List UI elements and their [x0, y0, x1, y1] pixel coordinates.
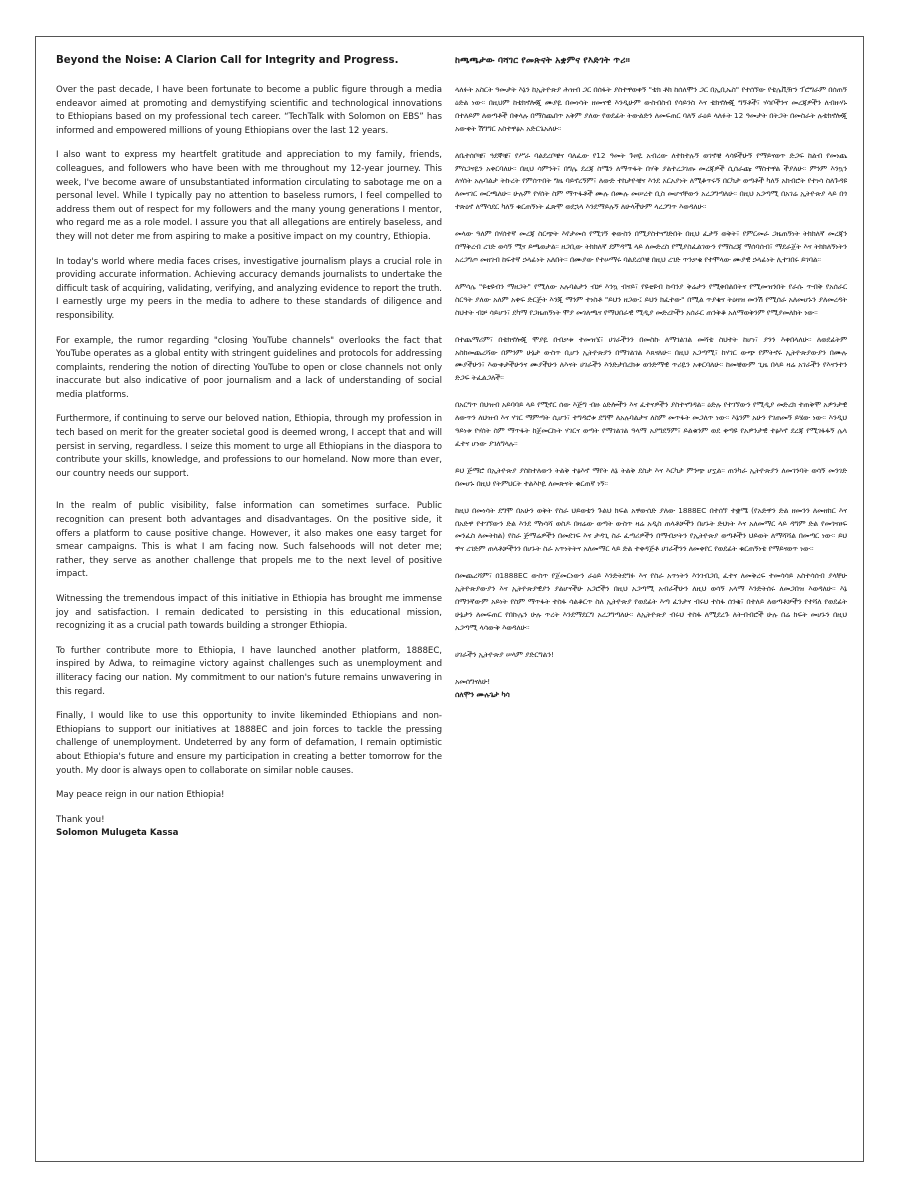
english-closing: Thank you! [56, 814, 105, 825]
english-paragraph: Furthermore, if continuing to serve our beloved nation, Ethiopia, through my profession in tech based on merit for the greater societal good is deemed wrong, I accept that and will persist in serving, regardless. I seize this moment to urge all Ethiopians in the diaspora to contribute your skills, knowledge, and professions to our homeland. Now more than ever, our country needs our support. [56, 414, 442, 479]
amharic-paragraph: በአርግጥ በህዝብ አይባባይ ላይ የሚኖር ሰው እጅግ ብዙ ዕድሎችን እና ፈተናዎችን ያስተናግዳል። ዕድሉ የተገኘውን የሚዲያ መድረክ ተጠቅሞ አዎንታዊ ለውጥን ለህዝብ እና ሃገር ማምጣት ሲሆን፣ ተግዳሮቱ ደግሞ ለአሉባልታና ለስም መጥፋት መጋለጥ ነው። እኔንም አሁን የገጠመኝ ይሄው ነው። እንዲህ ዓይነቱ የሃሰት ስም ማጥፋት ከጀመርኩት ሃገርና ወጣት የማገልገል ዓላማ አያግደኝም፣ ይልቁንም ወደ ቀጣዩ የአዎንታዊ ተፅእኖ ደረጃ የሚገፋፋኝ ሌላ ፈተና ሆነው ያገለግላሉ። [455, 400, 847, 448]
english-paragraph: I also want to express my heartfelt gratitude and appreciation to my family, friends, colleagues, and followers who have been with me throughout my 12-year journey. This week, I've become aware of unsubstantiated information circulating to sabotage me on a personal level. While I typically pay no attention to baseless rumors, I feel compelled to address them out of respect for my followers and the many young generations I mentor, who regard me as a role model. I assure you that all allegations are entirely baseless, and they will not deter me from aspiring to make a positive impact on my country, Ethiopia. [56, 150, 442, 242]
amharic-column [455, 54, 847, 702]
amharic-paragraph: ይህ ጅማሮ በኢትዮጵያ ያስከተለውን ትልቅ ተፅእኖ ማየት ለኔ ትልቅ ደስታ እና እርካታ ምንጭ ሆኗል። ጠንካራ ኢትዮጵያን ለመገንባት ወሳኝ መንገድ በመሆኑ በዚህ የትምህርት ተልእኮዬ ለመጽናት ቁርጠኛ ነኝ። [455, 465, 847, 488]
english-paragraph: May peace reign in our nation Ethiopia! [56, 790, 225, 801]
amharic-paragraph: ላለፉት አስርት ዓመታት እኔን ከኢትዮጵያ ሕዝብ ጋር በሰፋት ያስተዋወቀኝ "ቴክ ቶክ ከሰለሞን ጋር በኢቢኤስ" የተሰኘው የቴሌቪዥን ፕሮግራም በሰጠኝ ዕድል ነው። በዚህም ከቴክኖሎጂ ሙያዬ በመነሳት ዘመናዊ እንዲሁም ውስብስብ የሳይንስ እና ቴክኖሎጂ ግኝቶች፣ ሃሳቦችንና መረጃዎችን ለብዙሃኑ በተለይም ለወጣቶች በቀላሉ በማስጨበጥ አቅም ያለው የወደፊት ትውልድን ለመፍጠር ባለኝ ራዕይ ላለፉት 12 ዓመታት በትጋት በመስራት ሉቴክኖሎጂ አውቀት ሽግግር አስተዋፅኦ አድርጌአለሁ። [455, 85, 847, 133]
amharic-paragraph: ለቤተሰቦቼ፣ ጓደኞቼ፣ የሥራ ባልደረቦቼና ባለፈው የ12 ዓመት ጉዞዬ አብረው ለተከተሉኝ ወገኖቼ ላሳዩችሁኝ የማይናወጥ ድጋፍ ከልብ የመነጨ ምስጋናዬን አቀርባለሁ። በዚህ ሳምንት፣ በግሌ ደረጃ ስሜን ለማጥፋት በሃቅ ያልተረጋገጡ መረጃዎች ሲሰራጩ ማስተዋል ችያለሁ። ምንም እንኳን ለሃሰት አሉባልታ ትኩረት የምሰጥበት ግዜ ባይኖረኝም፣ ለውድ ተከታዮቼና እንደ አርአያነት ለሚቆጥሩኝ በርካታ ወጣቶች ካለኝ አክብሮት የተነሳ ስለጉዳዩ ለመናገር መርጫለሁ። ሁሉም የሃሰት ስም ማጥፋቶች ሙሉ በሙሉ መሠረተ ቢስ መሆናቸውን አረጋግጣለሁ። በዚህ አጋጣሚ በአገሬ ኢትዮጵያ ላይ በጎ ተጽዕኖ ለማሳደር ካለኝ ቁርጠኝነት ፈጽሞ ወደኋላ እንደማይሉኝ ለሁላችሁም ላረጋግጥ እወዳለሁ። [455, 150, 847, 212]
spacer [56, 492, 442, 500]
english-paragraph: In today's world where media faces crises, investigative journalism plays a crucial role in providing accurate information. Achieving accuracy demands journalists to undertake the difficult task of acquiring, validating, verifying, and analyzing evidence to report the truth. I earnestly urge my peers in the media to adhere to these standards of diligence and responsibility. [56, 256, 442, 321]
amharic-paragraph: ሀገራችን ኢትዮጵያ ሠላም ያድርግልን! [455, 649, 554, 659]
english-paragraph: In the realm of public visibility, false information can sometimes surface. Public recognition can present both advantages and disadvantages. On the positive side, it offers a platform to cause positive change. However, it also makes one easy target for smear campaigns. This is what I am facing now. Such falsehoods will not deter me; rather, they serve as another challenge that propels me to the next level of positive impact. [56, 501, 442, 580]
amharic-paragraph: መላው ዓለም በሃሰተኛ መረጃ ስርጭት እየታመሰ የሚገኝ ቀውስን በሚያስተናግድበት በዚህ ፈታኝ ወቅት፣ የምርመራ ጋዜጠኝነት ትክክለኛ መረጃን በማቅረብ ረገድ ወሳኝ ሚና ይጫወታል። ዘጋቢው ትክክለኛ ደምዳሜ ላይ ለመድረስ የሚያስፈልገውን የማስረጃ ማሰባሰብ፣ ማደራጀት እና ትክክለኝነትን አረጋግጦ መዘገብ ከፍተኛ ኃላፊነት አለበት። በሙያው የተሠማሩ ባልደረቦቼ በዚህ ረገድ ጥንቃቄ የተሞላው ሙያዊ ኃላፊነት ሊተገበሩ ይገባል። [455, 229, 847, 264]
amharic-paragraph: ለምሳሌ "ዩቲዩብን ማዘጋት" የሚለው አሉባልታን ብቻ እንኳ ብናይ፣ የዩቲዩብ ኩባንያ ቅሬታን የሚቀበልበትና የሚመዝንበት የራሱ ጥብቅ የአሰራር ስርዓት ያለው አለም አቀፍ ድርጅት እንጂ ማንም ተነስቶ "ይህን ዘጋው፤ ይህን ክፈተው" በሚል ጥያቄና ትዕዛዝ መንሽ የሚሰራ አለመሆኑን ያለመረዳት ስህተት ብቻ ሳይሆን፣ ደካማ የጋዜጠኝነት ሞያ መገለጫና የማህበራዊ ሚዲያ መድረኮችን አሰራር ጠንቅቆ አለማወቅንም የሚያመለክት ነው። [455, 281, 847, 317]
amharic-paragraph: በተጨማሪም፣ በቴክኖሎጂ ሞያዬ በብቃቱ ተመዝኜ፣ ሀገራችንን በመስኩ ለማገልገል መሻቴ ስህተት ከሆነ፣ ያንን እቀበላለሁ። ለወደፊትም አስከመጨረሻው በምንም ሁኔታ ውስጥ ቢሆን ኢትዮጵያን በማገልገል እጸናለሁ። በዚህ አጋጣሚ፣ ከሃገር ውጭ የምትኖሩ ኢትዮጵያውያን በሙሉ ሙያችሁን፣ እውቀታችሁንና ሙያችሁን ለእናት ሀገራችን እንድታበረክቱ ወንድማዊ ጥሪዬን አቀርባለሁ። ከመቼውም ጊዜ በላይ ዛሬ አገራችን የእናንተን ድጋፍ ትፈልጋለች። [455, 334, 847, 383]
english-paragraph: Over the past decade, I have been fortunate to become a public figure through a media endeavor aimed at promoting and demystifying scientific and technological innovations to Ethiopians based on my professional tech career. “TechTalk with Solomon on EBS” has informed and empowered millions of young Ethiopians over the last 12 years. [56, 85, 442, 136]
amharic-title: ከጫጫታው ባሻገር የመጽናት አቋምና የእድገት ጥሪ። [455, 55, 630, 66]
amharic-paragraph: ከዚህ በመነሳት ደግሞ በአሁን ወቅት የስራ ህይወቴን ጉልህ ክፍል አዋውሰድ ያለው 1888EC በተሰኘ ተቋሜ (የአድዋን ድል ዘመንን ለመዘከር እና በአድዋ የተገኘውን ድል እንደ ማነሳሻ ወስዶ በዛሬው ወጣት ውስጥ ዛሬ አዲስ ጠላቶቻችን በሆኑት ድህነት እና አለመማር ላይ ዳግም ድል የመጎናፀፍ መንፈስ ለመትከል) የስራ ጅማሬዎችን በመደገፍ እና ታዳጊ ስራ ፈጣሪዎችን በማብቃትን የኢትዮጵያ ወጣቶችን ህይወት ለማሻሻል በመጣር ነው። ይህ ዋና ረገድም ጠላቶቻችንን በሆኑት ስራ አጥነትትና አለመማር ላይ ድል ተቀዳጅቶ ሀገራችንን ለመቀየር የወደፊት ቁርጠኝነቴ የማይናወጥ ነው። [455, 505, 847, 554]
english-signature: Solomon Mulugeta Kassa [56, 828, 179, 839]
english-paragraph: To further contribute more to Ethiopia, I have launched another platform, 1888EC, inspired by Adwa, to reimagine victory against challenges such as unemployment and illiteracy facing our nation. My commitment to our nation's future remains unwavering in this regard. [56, 645, 442, 697]
english-column [56, 54, 442, 841]
english-title: Beyond the Noise: A Clarion Call for Integrity and Progress. [56, 55, 399, 66]
amharic-closing: አመሰግናለሁ! [455, 676, 491, 686]
english-paragraph: Witnessing the tremendous impact of this initiative in Ethiopia has brought me immense joy and satisfaction. I remain dedicated to persisting in this educational mission, recognizing it as a crucial path towards building a stronger Ethiopia. [56, 594, 442, 632]
amharic-paragraph: በመጨረሻም፣ በ1888EC ውስጥ የጀመርነውን ራዕይ እንድትደግፉ እና የስራ አጥነትን እንገብጋቢ ፈተና ለመቅረፍ ተመሳሳይ አስተሳሰብ ያላቸሁ ኢትዮጵያውያን እና ኢትዮጵያዊያን ያልሆናችሁ አጋሮችን በዚህ አጋጣሚ አብራችሁን ለዚህ ወሳኝ አላማ እንድትሰሩ ለመጋበዝ እወዳለሁ። እኔ በማንኛውም አይነት የስም ማጥፋት ተስፋ ሳልቆርጥ ስለ ኢትዮጵያ የወደፊት እጣ ፈንታና ብሩህ ተስፋ ሰንቄ፣ በተለይ ለወጣቶቻችን የተሻለ የወደፊት ሁኔታን ለመፍጠር የበኩሌን ሁሉ ጥረት እንደማደርግ አረጋግጣለሁ። ለኢትዮጵያ ብሩህ ተስፋ ለሚደረጉ ለትብብሮች ሁሉ በሬ ክፍት መሆኑን በዚህ አጋጣሚ ላሳውቅ እወዳለሁ። [455, 571, 847, 632]
english-paragraph: For example, the rumor regarding "closing YouTube channels" overlooks the fact that YouTube operates as a global entity with stringent guidelines and protocols for addressing complaints, rendering the notion of directing YouTube to open or close channels not only inaccurate but also indicative of poor journalism and a lack of understanding of social media platforms. [56, 335, 442, 400]
english-paragraph: Finally, I would like to use this opportunity to invite likeminded Ethiopians and non-Ethiopians to support our initiatives at 1888EC and join forces to tackle the pressing challenge of unemployment. Undeterred by any form of defamation, I remain optimistic about Ethiopia's future and ensure my participation in creating a better tomorrow for the youth. My door is always open to collaborate on similar noble causes. [56, 711, 442, 776]
amharic-signature: ሰለሞን ሙሉጌታ ካሳ [455, 689, 510, 699]
